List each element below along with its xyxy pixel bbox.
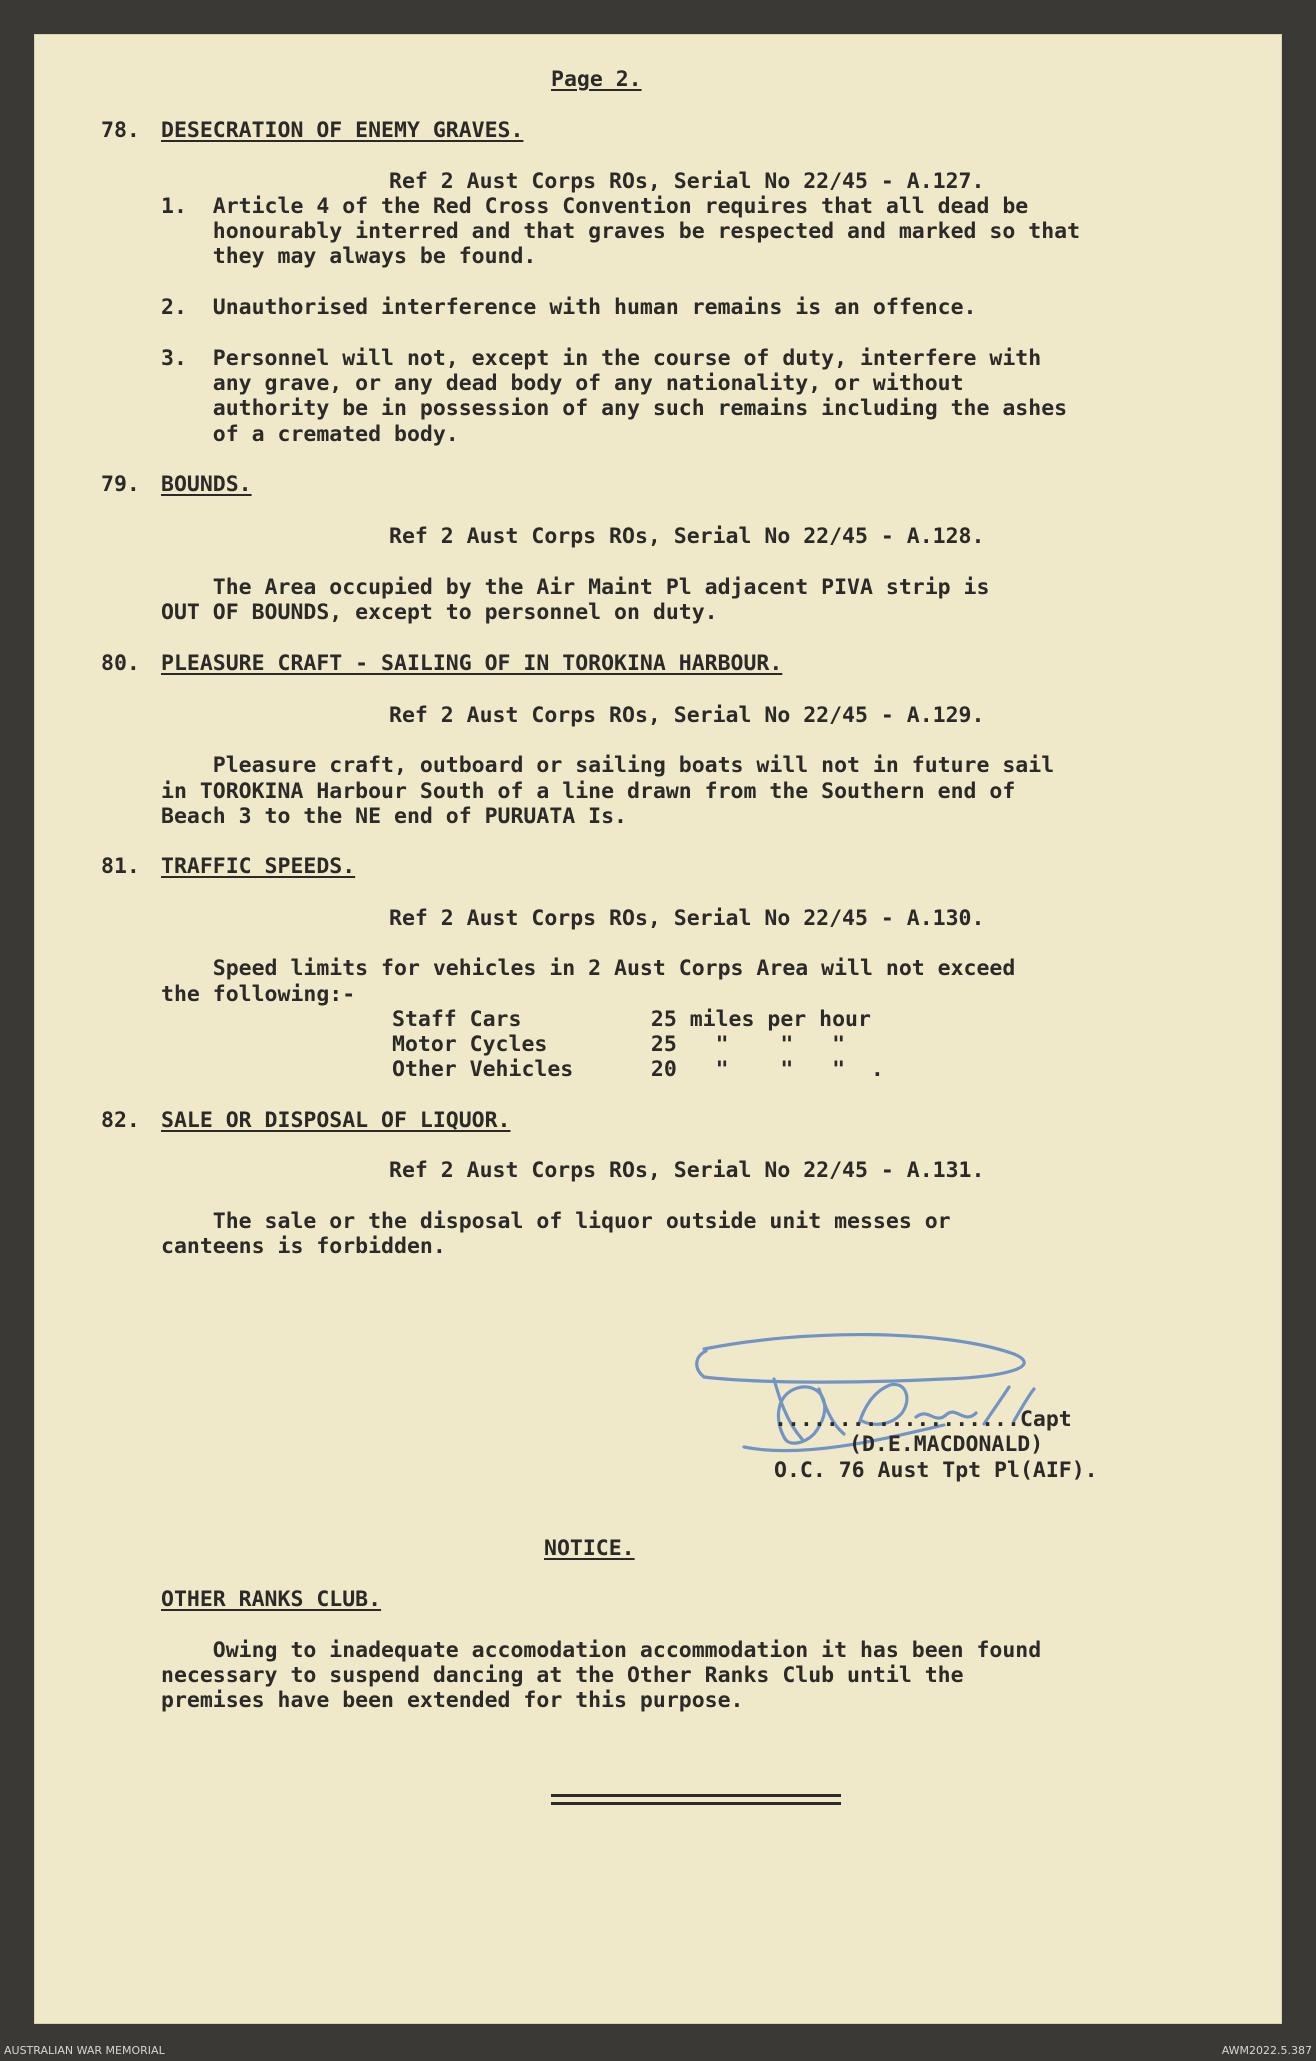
document-page — [34, 34, 1282, 2024]
speed-limit-other-vehicles: Other Vehicles 20 " " " . — [392, 1057, 884, 1082]
notice-body-line-2: necessary to suspend dancing at the Other Ranks Club until the — [161, 1663, 964, 1688]
section-82-title: SALE OR DISPOSAL OF LIQUOR. — [161, 1108, 511, 1133]
page-number: Page 2. — [551, 67, 642, 92]
section-80-number: 80. — [101, 651, 140, 676]
section-78-para-3-line-4: of a cremated body. — [161, 422, 459, 447]
closing-rule-bottom — [551, 1802, 841, 1805]
section-78-para-3-line-1: 3. Personnel will not, except in the course of duty, interfere with — [161, 346, 1042, 371]
section-80-body-line-3: Beach 3 to the NE end of PURUATA Is. — [161, 804, 627, 829]
section-78-reference: Ref 2 Aust Corps ROs, Serial No 22/45 - A.127. — [389, 169, 985, 194]
section-80-title: PLEASURE CRAFT - SAILING OF IN TOROKINA HARBOUR. — [161, 651, 783, 676]
signatory-unit: O.C. 76 Aust Tpt Pl(AIF). — [774, 1458, 1098, 1483]
section-81-reference: Ref 2 Aust Corps ROs, Serial No 22/45 - A.130. — [389, 906, 985, 931]
section-78-para-1-line-1: 1. Article 4 of the Red Cross Convention requires that all dead be — [161, 194, 1029, 219]
closing-rule-top — [551, 1794, 841, 1797]
footer-archive-name: AUSTRALIAN WAR MEMORIAL — [4, 2044, 165, 2057]
section-79-body-line-1: The Area occupied by the Air Maint Pl adjacent PIVA strip is — [161, 575, 990, 600]
section-78-number: 78. — [101, 118, 140, 143]
speed-limit-staff-cars: Staff Cars 25 miles per hour — [392, 1007, 871, 1032]
section-80-body-line-2: in TOROKINA Harbour South of a line drawn from the Southern end of — [161, 779, 1016, 804]
section-78-para-3-line-2: any grave, or any dead body of any nationality, or without — [161, 371, 964, 396]
section-82-body-line-2: canteens is forbidden. — [161, 1234, 446, 1259]
section-79-reference: Ref 2 Aust Corps ROs, Serial No 22/45 - A.128. — [389, 524, 985, 549]
footer-catalogue-number: AWM2022.5.387 — [1221, 2044, 1312, 2057]
section-82-reference: Ref 2 Aust Corps ROs, Serial No 22/45 - A.131. — [389, 1158, 985, 1183]
section-80-reference: Ref 2 Aust Corps ROs, Serial No 22/45 - A.129. — [389, 703, 985, 728]
notice-body-line-1: Owing to inadequate accomodation accommodation it has been found — [161, 1638, 1042, 1663]
section-81-number: 81. — [101, 854, 140, 879]
section-81-body-line-1: Speed limits for vehicles in 2 Aust Corps Area will not exceed — [161, 956, 1016, 981]
section-80-body-line-1: Pleasure craft, outboard or sailing boats will not in future sail — [161, 753, 1055, 778]
section-82-number: 82. — [101, 1108, 140, 1133]
section-78-para-1-line-3: they may always be found. — [161, 244, 537, 269]
signatory-name: (D.E.MACDONALD) — [849, 1432, 1044, 1457]
section-78-title: DESECRATION OF ENEMY GRAVES. — [161, 118, 524, 143]
section-79-number: 79. — [101, 472, 140, 497]
section-82-body-line-1: The sale or the disposal of liquor outside unit messes or — [161, 1209, 951, 1234]
notice-subheading: OTHER RANKS CLUB. — [161, 1587, 382, 1612]
speed-limit-motor-cycles: Motor Cycles 25 " " " — [392, 1032, 846, 1057]
signature-line: ...................Capt — [774, 1407, 1072, 1432]
section-79-body-line-2: OUT OF BOUNDS, except to personnel on duty. — [161, 600, 718, 625]
section-78-para-3-line-3: authority be in possession of any such remains including the ashes — [161, 396, 1068, 421]
section-78-para-1-line-2: honourably interred and that graves be respected and marked so that — [161, 219, 1081, 244]
section-81-title: TRAFFIC SPEEDS. — [161, 854, 356, 879]
section-79-title: BOUNDS. — [161, 472, 252, 497]
section-78-para-2: 2. Unauthorised interference with human remains is an offence. — [161, 295, 977, 320]
section-81-body-line-2: the following:- — [161, 982, 356, 1007]
notice-heading: NOTICE. — [544, 1536, 635, 1561]
notice-body-line-3: premises have been extended for this purpose. — [161, 1688, 744, 1713]
